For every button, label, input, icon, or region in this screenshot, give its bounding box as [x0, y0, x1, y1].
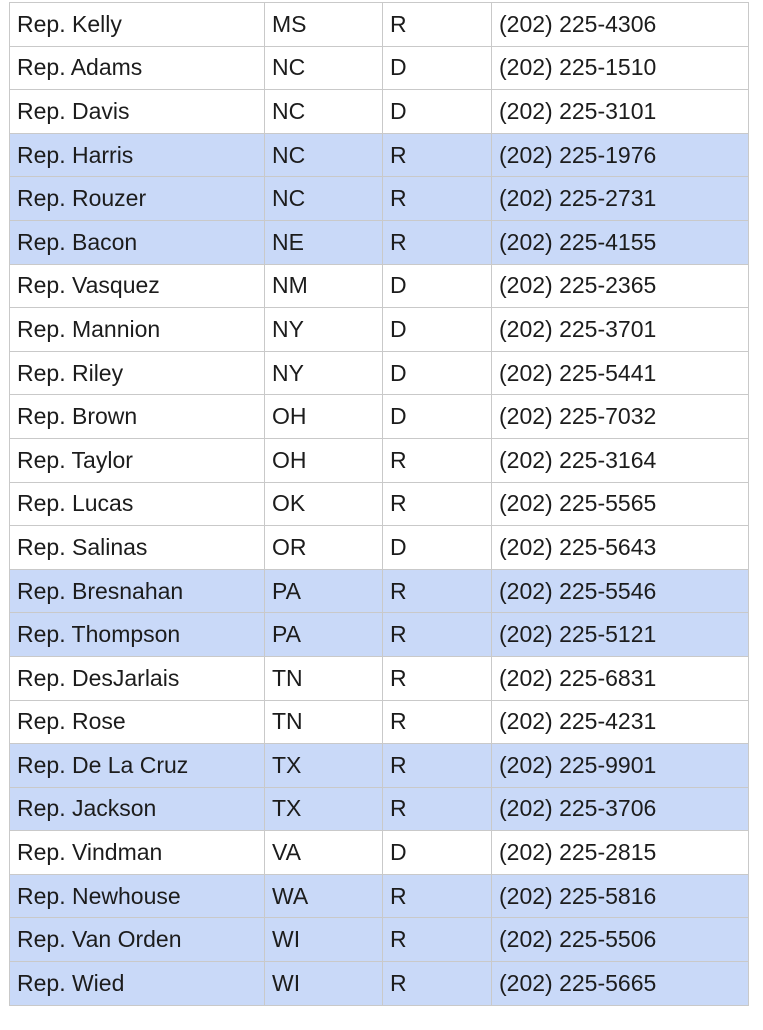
rep-name-cell[interactable]: Rep. Kelly: [10, 3, 265, 47]
phone-cell[interactable]: (202) 225-4306: [492, 3, 749, 47]
state-cell[interactable]: TN: [265, 700, 383, 744]
phone-cell[interactable]: (202) 225-9901: [492, 744, 749, 788]
table-row[interactable]: [10, 438, 749, 482]
table-row[interactable]: [10, 613, 749, 657]
rep-name-cell[interactable]: Rep. Mannion: [10, 308, 265, 352]
party-cell[interactable]: R: [383, 613, 492, 657]
party-cell[interactable]: R: [383, 962, 492, 1006]
party-cell[interactable]: D: [383, 831, 492, 875]
rep-name-cell[interactable]: Rep. Bresnahan: [10, 569, 265, 613]
phone-cell[interactable]: (202) 225-5643: [492, 526, 749, 570]
rep-name-cell[interactable]: Rep. Taylor: [10, 438, 265, 482]
table-row[interactable]: [10, 133, 749, 177]
phone-cell[interactable]: (202) 225-6831: [492, 656, 749, 700]
state-cell[interactable]: NC: [265, 133, 383, 177]
rep-name-cell[interactable]: Rep. Brown: [10, 395, 265, 439]
party-cell[interactable]: R: [383, 918, 492, 962]
state-cell[interactable]: WA: [265, 874, 383, 918]
representatives-table: [9, 2, 749, 1006]
party-cell[interactable]: D: [383, 351, 492, 395]
table-row[interactable]: [10, 787, 749, 831]
table-row[interactable]: [10, 351, 749, 395]
state-cell[interactable]: NC: [265, 177, 383, 221]
party-cell[interactable]: R: [383, 482, 492, 526]
table-row[interactable]: [10, 656, 749, 700]
state-cell[interactable]: NY: [265, 308, 383, 352]
state-cell[interactable]: OK: [265, 482, 383, 526]
rep-name-cell[interactable]: Rep. Rouzer: [10, 177, 265, 221]
rep-name-cell[interactable]: Rep. Jackson: [10, 787, 265, 831]
state-cell[interactable]: WI: [265, 918, 383, 962]
phone-cell[interactable]: (202) 225-5665: [492, 962, 749, 1006]
table-row[interactable]: [10, 700, 749, 744]
state-cell[interactable]: TN: [265, 656, 383, 700]
state-cell[interactable]: OR: [265, 526, 383, 570]
phone-cell[interactable]: (202) 225-3101: [492, 90, 749, 134]
state-cell[interactable]: MS: [265, 3, 383, 47]
table-row[interactable]: [10, 962, 749, 1006]
state-cell[interactable]: NE: [265, 220, 383, 264]
party-cell[interactable]: R: [383, 438, 492, 482]
rep-name-cell[interactable]: Rep. De La Cruz: [10, 744, 265, 788]
party-cell[interactable]: D: [383, 395, 492, 439]
table-row[interactable]: [10, 482, 749, 526]
rep-name-cell[interactable]: Rep. Newhouse: [10, 874, 265, 918]
phone-cell[interactable]: (202) 225-4231: [492, 700, 749, 744]
phone-cell[interactable]: (202) 225-2731: [492, 177, 749, 221]
table-row[interactable]: [10, 831, 749, 875]
phone-cell[interactable]: (202) 225-7032: [492, 395, 749, 439]
party-cell[interactable]: R: [383, 744, 492, 788]
party-cell[interactable]: R: [383, 700, 492, 744]
phone-cell[interactable]: (202) 225-4155: [492, 220, 749, 264]
state-cell[interactable]: TX: [265, 787, 383, 831]
phone-cell[interactable]: (202) 225-5121: [492, 613, 749, 657]
state-cell[interactable]: NC: [265, 46, 383, 90]
table-row[interactable]: [10, 918, 749, 962]
table-row[interactable]: [10, 264, 749, 308]
state-cell[interactable]: VA: [265, 831, 383, 875]
state-cell[interactable]: WI: [265, 962, 383, 1006]
rep-name-cell[interactable]: Rep. Thompson: [10, 613, 265, 657]
phone-cell[interactable]: (202) 225-1510: [492, 46, 749, 90]
state-cell[interactable]: PA: [265, 569, 383, 613]
state-cell[interactable]: TX: [265, 744, 383, 788]
table-row[interactable]: [10, 569, 749, 613]
rep-name-cell[interactable]: Rep. Wied: [10, 962, 265, 1006]
rep-name-cell[interactable]: Rep. Harris: [10, 133, 265, 177]
party-cell[interactable]: R: [383, 3, 492, 47]
table-row[interactable]: [10, 90, 749, 134]
party-cell[interactable]: R: [383, 569, 492, 613]
party-cell[interactable]: R: [383, 656, 492, 700]
state-cell[interactable]: NC: [265, 90, 383, 134]
phone-cell[interactable]: (202) 225-5506: [492, 918, 749, 962]
party-cell[interactable]: D: [383, 526, 492, 570]
phone-cell[interactable]: (202) 225-3706: [492, 787, 749, 831]
table-row[interactable]: [10, 177, 749, 221]
party-cell[interactable]: R: [383, 787, 492, 831]
rep-name-cell[interactable]: Rep. Vasquez: [10, 264, 265, 308]
phone-cell[interactable]: (202) 225-5816: [492, 874, 749, 918]
party-cell[interactable]: R: [383, 177, 492, 221]
state-cell[interactable]: OH: [265, 395, 383, 439]
rep-name-cell[interactable]: Rep. Bacon: [10, 220, 265, 264]
party-cell[interactable]: D: [383, 264, 492, 308]
rep-name-cell[interactable]: Rep. Rose: [10, 700, 265, 744]
phone-cell[interactable]: (202) 225-5565: [492, 482, 749, 526]
rep-name-cell[interactable]: Rep. DesJarlais: [10, 656, 265, 700]
state-cell[interactable]: OH: [265, 438, 383, 482]
table-row[interactable]: [10, 220, 749, 264]
rep-name-cell[interactable]: Rep. Adams: [10, 46, 265, 90]
phone-cell[interactable]: (202) 225-5546: [492, 569, 749, 613]
party-cell[interactable]: D: [383, 46, 492, 90]
table-row[interactable]: [10, 46, 749, 90]
rep-name-cell[interactable]: Rep. Lucas: [10, 482, 265, 526]
state-cell[interactable]: NY: [265, 351, 383, 395]
phone-cell[interactable]: (202) 225-2815: [492, 831, 749, 875]
phone-cell[interactable]: (202) 225-2365: [492, 264, 749, 308]
party-cell[interactable]: R: [383, 220, 492, 264]
table-row[interactable]: [10, 526, 749, 570]
state-cell[interactable]: NM: [265, 264, 383, 308]
rep-name-cell[interactable]: Rep. Davis: [10, 90, 265, 134]
rep-name-cell[interactable]: Rep. Vindman: [10, 831, 265, 875]
phone-cell[interactable]: (202) 225-1976: [492, 133, 749, 177]
rep-name-cell[interactable]: Rep. Salinas: [10, 526, 265, 570]
rep-name-cell[interactable]: Rep. Riley: [10, 351, 265, 395]
phone-cell[interactable]: (202) 225-3164: [492, 438, 749, 482]
table-row[interactable]: [10, 874, 749, 918]
party-cell[interactable]: D: [383, 308, 492, 352]
party-cell[interactable]: R: [383, 874, 492, 918]
rep-name-cell[interactable]: Rep. Van Orden: [10, 918, 265, 962]
table-row[interactable]: [10, 744, 749, 788]
state-cell[interactable]: PA: [265, 613, 383, 657]
table-row[interactable]: [10, 3, 749, 47]
table-body: [10, 3, 749, 1006]
phone-cell[interactable]: (202) 225-3701: [492, 308, 749, 352]
table-row[interactable]: [10, 308, 749, 352]
party-cell[interactable]: R: [383, 133, 492, 177]
phone-cell[interactable]: (202) 225-5441: [492, 351, 749, 395]
table-row[interactable]: [10, 395, 749, 439]
party-cell[interactable]: D: [383, 90, 492, 134]
